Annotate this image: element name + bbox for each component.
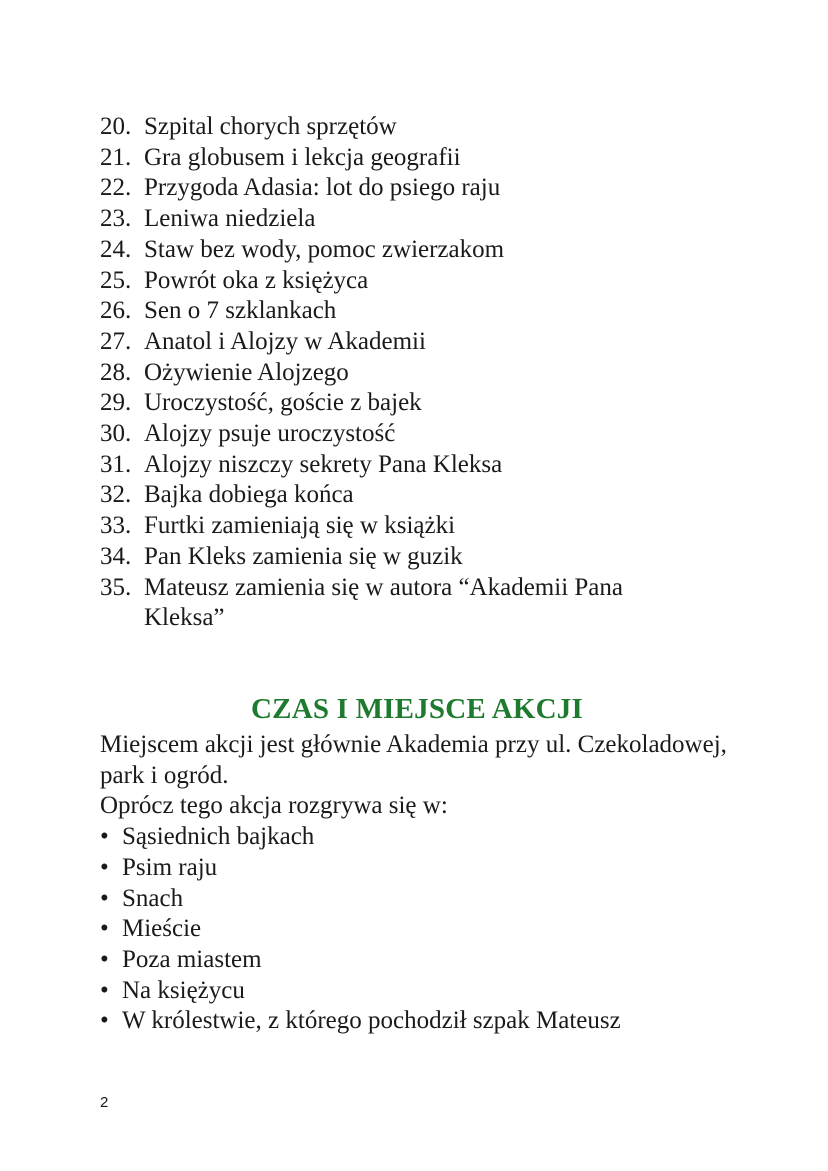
chapter-number: 31.: [100, 450, 132, 478]
chapter-number: 30.: [100, 420, 132, 448]
chapter-title: Staw bez wody, pomoc zwierzakom: [144, 235, 505, 263]
list-item: • W królestwie, z którego pochodził szpak Mateusz: [100, 1006, 740, 1037]
chapter-item: [100, 573, 700, 634]
chapter-number: 25.: [100, 266, 132, 294]
chapter-item: [100, 112, 700, 143]
page-number: 2: [100, 1094, 109, 1111]
chapter-number: 26.: [100, 297, 132, 325]
section-heading-text: CZAS I MIEJSCE AKCJI: [251, 693, 583, 725]
chapter-title: Sen o 7 szklankach: [144, 297, 337, 325]
chapter-number: 29.: [100, 389, 132, 417]
chapter-title: Anatol i Alojzy w Akademii: [144, 327, 426, 355]
places-list: [100, 822, 740, 1037]
chapter-item: [100, 173, 700, 204]
chapter-item: [100, 235, 700, 266]
chapter-number: 22.: [100, 174, 132, 202]
chapter-title: Alojzy niszczy sekrety Pana Kleksa: [144, 450, 503, 478]
chapter-number: 24.: [100, 235, 132, 263]
chapter-number: 20.: [100, 113, 132, 140]
section-body: [100, 730, 740, 1037]
chapter-title: Leniwa niedziela: [144, 205, 316, 233]
chapter-item: [100, 296, 700, 327]
chapter-title: Ożywienie Alojzego: [144, 358, 349, 386]
chapter-item: [100, 204, 700, 235]
chapter-number: 34.: [100, 542, 132, 570]
chapter-title: Gra globusem i lekcja geografii: [144, 143, 461, 171]
chapter-title: Bajka dobiega końca: [144, 481, 354, 509]
chapter-item: [100, 143, 700, 174]
chapter-title: Przygoda Adasia: lot do psiego raju: [144, 174, 501, 202]
chapter-number: 35.: [100, 573, 132, 601]
intro-paragraph: Miejscem akcji jest głównie Akademia przy ul. Czekoladowej, park i ogród.: [100, 731, 727, 789]
chapter-number: 27.: [100, 327, 132, 355]
list-item: • Poza miastem: [100, 945, 740, 976]
chapter-item: [100, 327, 700, 358]
chapter-title: Alojzy psuje uroczystość: [144, 420, 396, 448]
chapter-item: [100, 542, 700, 573]
chapter-number: 23.: [100, 205, 132, 233]
chapter-item: [100, 388, 700, 419]
chapter-number: 21.: [100, 143, 132, 171]
chapter-item: [100, 511, 700, 542]
chapter-title: Furtki zamieniają się w książki: [144, 512, 456, 540]
chapter-item: [100, 450, 700, 481]
list-item: • Mieście: [100, 914, 740, 945]
chapter-title: Mateusz zamienia się w autora “Akademii Pana Kleksa”: [144, 573, 623, 632]
chapter-title: Uroczystość, goście z bajek: [144, 389, 422, 417]
chapter-title: Pan Kleks zamienia się w guzik: [144, 542, 463, 570]
chapter-number: 28.: [100, 358, 132, 386]
chapter-number: 32.: [100, 481, 132, 509]
list-item: • Psim raju: [100, 853, 740, 884]
list-item: • Na księżycu: [100, 976, 740, 1007]
intro-lead-in: Oprócz tego akcja rozgrywa się w:: [100, 792, 448, 820]
list-item: • Snach: [100, 884, 740, 915]
chapter-title: Powrót oka z księżyca: [144, 266, 369, 294]
chapter-item: [100, 266, 700, 297]
chapter-title: Szpital chorych sprzętów: [144, 113, 397, 140]
list-item: • Sąsiednich bajkach: [100, 822, 740, 853]
chapter-item: [100, 419, 700, 450]
section-heading: [0, 693, 828, 726]
chapter-item: [100, 358, 700, 389]
chapter-number: 33.: [100, 512, 132, 540]
chapter-list: [100, 112, 700, 634]
chapter-item: [100, 480, 700, 511]
